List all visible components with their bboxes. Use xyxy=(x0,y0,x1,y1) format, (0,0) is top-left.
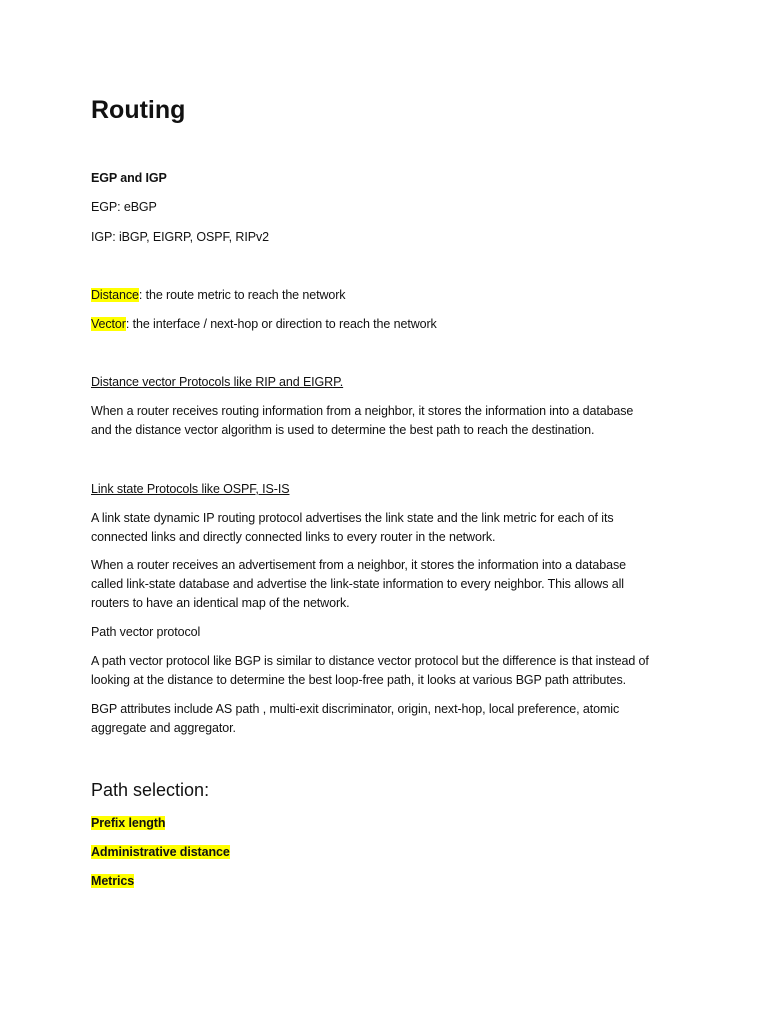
link-state-p2-line-3: routers to have an identical map of the network. xyxy=(91,596,350,610)
path-vector-p2-line-2: aggregate and aggregator. xyxy=(91,721,236,735)
distance-vector-heading: Distance vector Protocols like RIP and EIGRP. xyxy=(91,375,344,389)
vector-definition-text: : the interface / next-hop or direction to reach the network xyxy=(125,317,437,331)
distance-vector-line-2: and the distance vector algorithm is used to determine the best path to reach the destination. xyxy=(91,423,595,437)
path-selection-heading: Path selection: xyxy=(91,780,210,800)
path-selection-item xyxy=(91,872,134,891)
distance-definition-text: : the route metric to reach the network xyxy=(138,288,346,302)
egp-line: EGP: eBGP xyxy=(91,200,157,214)
distance-definition xyxy=(91,286,345,305)
distance-term-highlight: Distance xyxy=(91,288,139,302)
path-selection-item xyxy=(91,814,165,833)
path-vector-p1-line-1: A path vector protocol like BGP is similar to distance vector protocol but the difference is that instead of xyxy=(91,654,649,668)
egp-igp-heading: EGP and IGP xyxy=(91,171,167,185)
path-vector-p1-line-2: looking at the distance to determine the best loop-free path, it looks at various BGP path attributes. xyxy=(91,673,627,687)
igp-line: IGP: iBGP, EIGRP, OSPF, RIPv2 xyxy=(91,230,269,244)
vector-definition xyxy=(91,315,437,334)
link-state-p1-line-2: connected links and directly connected links to every router in the network. xyxy=(91,530,496,544)
link-state-heading: Link state Protocols like OSPF, IS-IS xyxy=(91,482,290,496)
distance-vector-line-1: When a router receives routing information from a neighbor, it stores the information into a database xyxy=(91,404,634,418)
link-state-p1-line-1: A link state dynamic IP routing protocol advertises the link state and the link metric for each of its xyxy=(91,511,614,525)
page-title: Routing xyxy=(91,96,186,124)
link-state-p2-line-2: called link-state database and advertise the link-state information to every neighbor. This allows all xyxy=(91,577,624,591)
prefix-length-highlight: Prefix length xyxy=(91,816,166,830)
link-state-p2-line-1: When a router receives an advertisement from a neighbor, it stores the information into a database xyxy=(91,558,626,572)
path-vector-heading: Path vector protocol xyxy=(91,625,201,639)
path-selection-item xyxy=(91,843,230,862)
vector-term-highlight: Vector xyxy=(91,317,126,331)
metrics-highlight: Metrics xyxy=(91,874,135,888)
administrative-distance-highlight: Administrative distance xyxy=(91,845,230,859)
path-vector-p2-line-1: BGP attributes include AS path , multi-exit discriminator, origin, next-hop, local preference, atomic xyxy=(91,702,620,716)
